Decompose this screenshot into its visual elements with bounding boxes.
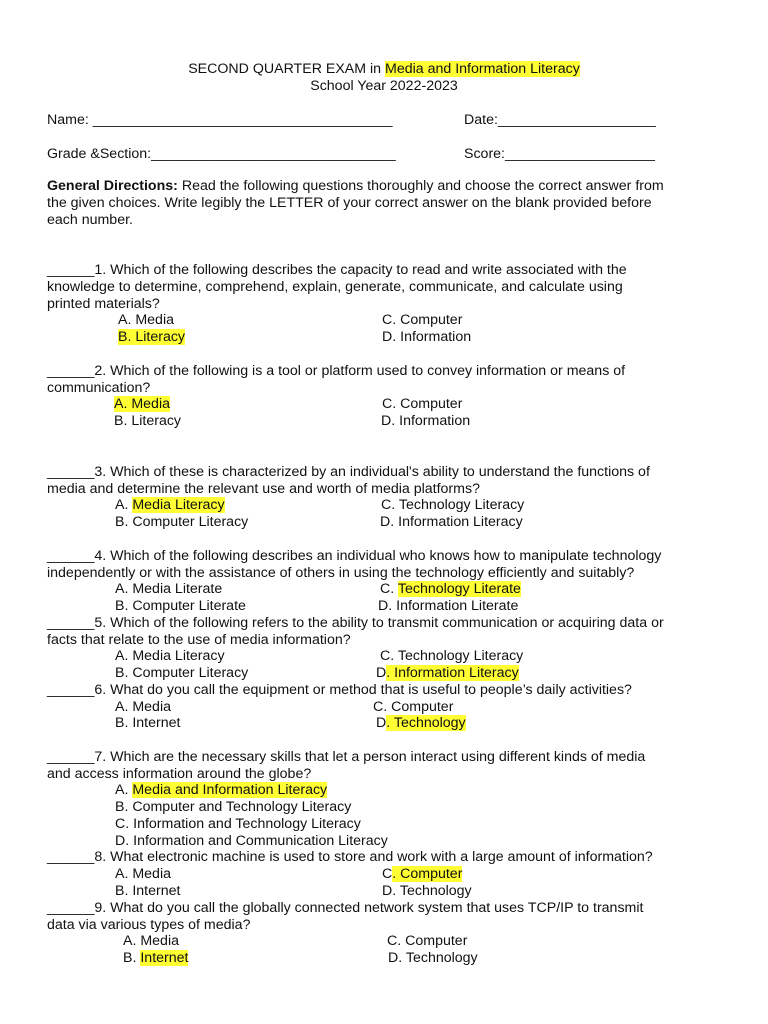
q1-choice-a: A. Media bbox=[118, 312, 174, 328]
date-field[interactable]: Date:____________________ bbox=[464, 112, 656, 128]
q6-choice-c: C. Computer bbox=[373, 699, 454, 715]
directions-line-3: each number. bbox=[47, 212, 133, 228]
q6-choice-b: B. Internet bbox=[115, 715, 181, 731]
q3-choice-a: A. Media Literacy bbox=[115, 497, 225, 513]
q1-choice-b: B. Literacy bbox=[118, 329, 186, 345]
directions-line-2: the given choices. Write legibly the LETTER of your correct answer on the blank provided before bbox=[47, 195, 652, 211]
q5-choice-d: D. Information Literacy bbox=[376, 665, 519, 681]
q2-choice-b: B. Literacy bbox=[114, 413, 182, 429]
q4-choice-a: A. Media Literate bbox=[115, 581, 223, 597]
question-1: ______1. Which of the following describes the capacity to read and write associated with the knowledge to determine, comprehend, explain, generate, communicate, and calculate using printed materials? bbox=[47, 262, 627, 312]
question-4: ______4. Which of the following describes an individual who knows how to manipulate technology independently or with the assistance of others in using the technology efficiently and suitably? bbox=[47, 548, 662, 581]
name-field[interactable]: Name: ______________________________________ bbox=[47, 112, 393, 128]
q3-choice-b: B. Computer Literacy bbox=[115, 514, 249, 530]
q6-choice-a: A. Media bbox=[115, 699, 171, 715]
q7-choice-b: B. Computer and Technology Literacy bbox=[115, 799, 352, 815]
q9-choice-c: C. Computer bbox=[387, 933, 468, 949]
q5-choice-a: A. Media Literacy bbox=[115, 648, 225, 664]
question-7: ______7. Which are the necessary skills that let a person interact using different kinds of media and access information around the globe? bbox=[47, 749, 646, 782]
q8-choice-d: D. Technology bbox=[382, 883, 472, 899]
exam-title bbox=[0, 61, 768, 78]
title-subject: Media and Information Literacy bbox=[385, 61, 580, 77]
score-field[interactable]: Score:___________________ bbox=[464, 146, 655, 162]
q2-choice-a: A. Media bbox=[114, 396, 170, 412]
q5-choice-c: C. Technology Literacy bbox=[380, 648, 524, 664]
q2-choice-c: C. Computer bbox=[382, 396, 463, 412]
grade-section-field[interactable]: Grade &Section:_______________________________ bbox=[47, 146, 396, 162]
directions-label: General Directions: bbox=[47, 178, 178, 194]
directions-line-1: General Directions: Read the following questions thoroughly and choose the correct answer from bbox=[47, 178, 664, 194]
q3-choice-c: C. Technology Literacy bbox=[381, 497, 525, 513]
q6-choice-d: D. Technology bbox=[376, 715, 466, 731]
q8-choice-c: C. Computer bbox=[382, 866, 463, 882]
q4-choice-b: B. Computer Literate bbox=[115, 598, 246, 614]
q1-choice-c: C. Computer bbox=[382, 312, 463, 328]
q9-choice-d: D. Technology bbox=[388, 950, 478, 966]
question-2: ______2. Which of the following is a tool or platform used to convey information or means of communication? bbox=[47, 363, 626, 396]
q4-choice-c: C. Technology Literate bbox=[380, 581, 521, 597]
q7-choice-d: D. Information and Communication Literacy bbox=[115, 833, 388, 849]
question-5: ______5. Which of the following refers to the ability to transmit communication or acquiring data or facts that relate to the use of media information? bbox=[47, 615, 664, 648]
q9-choice-a: A. Media bbox=[123, 933, 179, 949]
question-8: ______8. What electronic machine is used to store and work with a large amount of information? bbox=[47, 849, 653, 865]
q1-choice-d: D. Information bbox=[382, 329, 472, 345]
q7-choice-a: A. Media and Information Literacy bbox=[115, 782, 328, 798]
q7-choice-c: C. Information and Technology Literacy bbox=[115, 816, 361, 832]
q4-choice-d: D. Information Literate bbox=[378, 598, 519, 614]
q5-choice-b: B. Computer Literacy bbox=[115, 665, 249, 681]
school-year: School Year 2022-2023 bbox=[310, 78, 458, 94]
q9-choice-b: B. Internet bbox=[123, 950, 189, 966]
question-9: ______9. What do you call the globally connected network system that uses TCP/IP to transmit data via various types of media? bbox=[47, 900, 644, 933]
q8-choice-a: A. Media bbox=[115, 866, 171, 882]
question-6: ______6. What do you call the equipment or method that is useful to people’s daily activities? bbox=[47, 682, 632, 698]
q2-choice-d: D. Information bbox=[381, 413, 471, 429]
q8-choice-b: B. Internet bbox=[115, 883, 181, 899]
question-3: ______3. Which of these is characterized by an individual's ability to understand the functions of media and determine the relevant use and worth of media platforms? bbox=[47, 464, 650, 497]
q3-choice-d: D. Information Literacy bbox=[380, 514, 523, 530]
title-prefix: SECOND QUARTER EXAM in bbox=[188, 61, 386, 77]
